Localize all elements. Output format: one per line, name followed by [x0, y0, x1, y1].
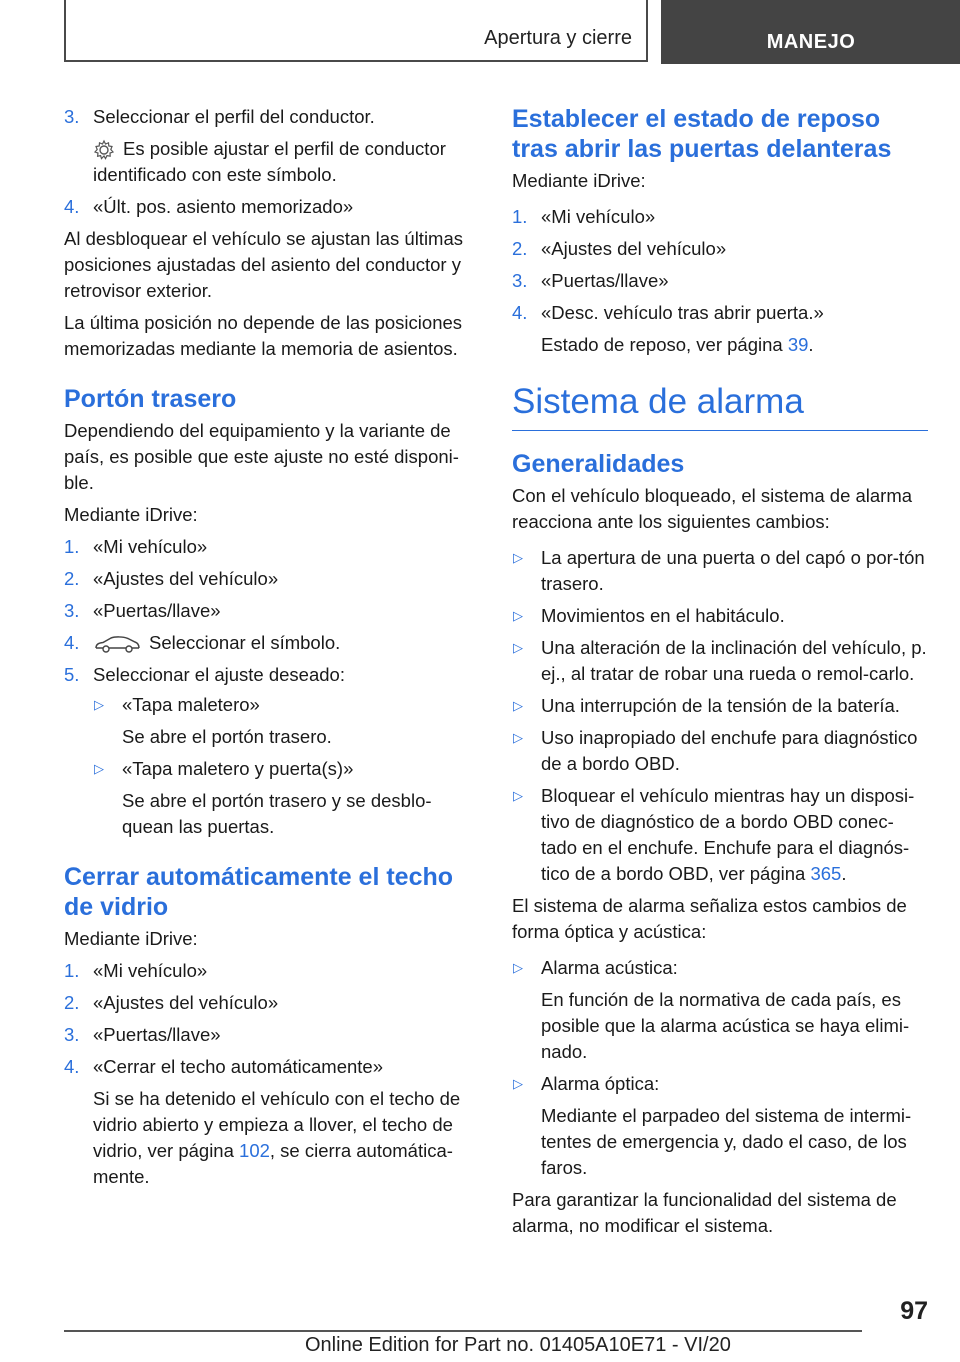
paragraph-availability: Dependiendo del equipamiento y la variante de país, es posible que este ajuste no esté disponi‐ble.: [64, 420, 459, 493]
triangle-bullet-icon: ▷: [513, 698, 523, 713]
triangle-bullet-icon: ▷: [513, 730, 523, 745]
step-text: «Ajustes del vehículo»: [541, 238, 727, 259]
reposo-note: [512, 332, 928, 358]
step-number: 4.: [64, 632, 80, 653]
list-item: [512, 955, 928, 1065]
list-item: [64, 1022, 480, 1048]
list-text: Una interrupción de la tensión de la batería.: [541, 695, 900, 716]
page-reference-link[interactable]: 102: [239, 1140, 270, 1161]
step-text: «Mi vehículo»: [541, 206, 656, 227]
alarm-types: [512, 955, 928, 1181]
step-text: «Mi vehículo»: [93, 960, 208, 981]
option-title: «Tapa maletero y puerta(s)»: [122, 758, 354, 779]
paragraph-idrive: Mediante iDrive:: [64, 928, 198, 949]
step-select-profile: [64, 104, 480, 130]
list-item: [512, 635, 928, 687]
alarm-type-desc: Mediante el parpadeo del sistema de intermi‐tentes de emergencia y, dado el caso, de los faros.: [541, 1105, 912, 1178]
step-number: 3.: [64, 600, 80, 621]
list-item: [64, 534, 480, 560]
step-text: «Puertas/llave»: [541, 270, 669, 291]
step-last-position: [64, 194, 480, 220]
list-item: [64, 1054, 480, 1080]
step-text: «Últ. pos. asiento memorizado»: [93, 196, 354, 217]
triangle-bullet-icon: ▷: [513, 608, 523, 623]
triangle-bullet-icon: ▷: [513, 960, 523, 975]
triangle-bullet-icon: ▷: [513, 788, 523, 803]
step-number: 4.: [512, 302, 528, 323]
tailgate-options: [93, 692, 480, 840]
note-text: Estado de reposo, ver página: [541, 334, 788, 355]
right-column: [512, 104, 928, 1245]
reposo-steps: [512, 204, 928, 326]
techo-note: [64, 1086, 480, 1190]
heading-porton-trasero: Portón trasero: [64, 385, 237, 413]
list-item: [512, 268, 928, 294]
option-desc: Se abre el portón trasero.: [122, 726, 332, 747]
triangle-bullet-icon: ▷: [513, 1076, 523, 1091]
step-text: «Desc. vehículo tras abrir puerta.»: [541, 302, 824, 323]
heading-estado-reposo: Establecer el estado de reposo tras abrir las puertas delanteras: [512, 105, 892, 163]
edition-footer: Online Edition for Part no. 01405A10E71 - VI/20: [305, 1334, 731, 1356]
list-item: [64, 990, 480, 1016]
list-item: [512, 545, 928, 597]
step-text: «Mi vehículo»: [93, 536, 208, 557]
step-number: 2.: [64, 992, 80, 1013]
list-item: [64, 630, 480, 656]
step-number: 3.: [64, 1024, 80, 1045]
triangle-bullet-icon: ▷: [513, 640, 523, 655]
section-title: Apertura y cierre: [484, 27, 632, 49]
step-text: «Puertas/llave»: [93, 1024, 221, 1045]
alarm-type-title: Alarma acústica:: [541, 957, 678, 978]
step-text: «Cerrar el techo automáticamente»: [93, 1056, 383, 1077]
profile-note: [64, 136, 480, 188]
list-item: [512, 236, 928, 262]
step-number: 1.: [512, 206, 528, 227]
list-item: [512, 1071, 928, 1181]
triangle-bullet-icon: ▷: [94, 761, 104, 776]
list-item: [512, 783, 928, 887]
heading-sistema-alarma: Sistema de alarma: [512, 380, 928, 431]
step-text: «Ajustes del vehículo»: [93, 992, 279, 1013]
paragraph-final: Para garantizar la funcionalidad del sistema de alarma, no modificar el sistema.: [512, 1189, 897, 1236]
step-number: 3.: [512, 270, 528, 291]
list-item: [512, 725, 928, 777]
chapter-title: MANEJO: [766, 31, 856, 53]
techo-steps: [64, 958, 480, 1080]
heading-generalidades: Generalidades: [512, 450, 685, 478]
paragraph-signal: El sistema de alarma señaliza estos cambios de forma óptica y acústica:: [512, 895, 907, 942]
section-tab: [64, 0, 648, 62]
footer-divider: [64, 1330, 862, 1332]
alarm-type-title: Alarma óptica:: [541, 1073, 660, 1094]
note-text: .: [808, 334, 814, 355]
list-item: [64, 598, 480, 624]
alarm-type-desc: En función de la normativa de cada país, es posible que la alarma acústica se haya elimi‐nado.: [541, 989, 910, 1062]
gear-profile-icon: [93, 139, 115, 161]
list-text: .: [841, 863, 847, 884]
step-number: 3.: [64, 106, 80, 127]
list-item: [64, 662, 480, 840]
list-item: [512, 693, 928, 719]
list-text: Una alteración de la inclinación del vehículo, p. ej., al tratar de robar una rueda o remol‐carlo.: [541, 637, 927, 684]
alarm-triggers: [512, 545, 928, 887]
list-text: Bloquear el vehículo mientras hay un disposi‐tivo de diagnóstico de a bordo OBD conec‐tado en el enchufe. Enchufe para el diagnós‐tico de a bordo OBD, ver página: [541, 785, 915, 884]
step-number: 4.: [64, 196, 80, 217]
step-text: «Ajustes del vehículo»: [93, 568, 279, 589]
step-number: 5.: [64, 664, 80, 685]
list-text: Uso inapropiado del enchufe para diagnóstico de a bordo OBD.: [541, 727, 918, 774]
step-number: 2.: [512, 238, 528, 259]
page-reference-link[interactable]: 365: [810, 863, 842, 884]
triangle-bullet-icon: ▷: [94, 697, 104, 712]
note-text: Si se ha detenido el vehículo con el techo de vidrio abierto y empieza a llover, el techo de vidrio, ver página: [93, 1088, 461, 1161]
paragraph-unlock: Al desbloquear el vehículo se ajustan las últimas posiciones ajustadas del asiento del conductor y retrovisor exterior.: [64, 228, 464, 301]
list-item: [64, 566, 480, 592]
paragraph-idrive: Mediante iDrive:: [64, 504, 198, 525]
page-number: 97: [900, 1297, 928, 1325]
triangle-bullet-icon: ▷: [513, 550, 523, 565]
car-tailgate-icon: [93, 634, 141, 654]
list-item: [64, 958, 480, 984]
heading-techo-vidrio: Cerrar automáticamente el techo de vidrio: [64, 863, 454, 921]
step-number: 2.: [64, 568, 80, 589]
step-text: Seleccionar el ajuste deseado:: [93, 664, 345, 685]
list-text: Movimientos en el habitáculo.: [541, 605, 785, 626]
step-number: 4.: [64, 1056, 80, 1077]
list-item: [512, 204, 928, 230]
step-text: «Puertas/llave»: [93, 600, 221, 621]
option-title: «Tapa maletero»: [122, 694, 260, 715]
step-text: Seleccionar el símbolo.: [149, 632, 341, 653]
step-number: 1.: [64, 960, 80, 981]
chapter-tab: [661, 0, 960, 64]
list-item: [512, 300, 928, 326]
step-number: 1.: [64, 536, 80, 557]
option-desc: Se abre el portón trasero y se desblo‐quean las puertas.: [122, 790, 432, 837]
left-column: [64, 104, 480, 1196]
list-text: La apertura de una puerta o del capó o por‐tón trasero.: [541, 547, 925, 594]
profile-note-text: Es posible ajustar el perfil de conductor identificado con este símbolo.: [93, 138, 446, 185]
list-item: [93, 692, 480, 750]
list-item: [93, 756, 480, 840]
paragraph-idrive: Mediante iDrive:: [512, 170, 646, 191]
running-header: [64, 0, 960, 64]
paragraph-general: Con el vehículo bloqueado, el sistema de alarma reacciona ante los siguientes cambios:: [512, 485, 913, 532]
note-text: , se cierra automática‐mente.: [93, 1140, 453, 1187]
porton-steps: [64, 534, 480, 840]
paragraph-memory: La última posición no depende de las posiciones memorizadas mediante la memoria de asientos.: [64, 312, 463, 359]
step-text: Seleccionar el perfil del conductor.: [93, 106, 375, 127]
page-reference-link[interactable]: 39: [787, 334, 809, 355]
list-item: [512, 603, 928, 629]
